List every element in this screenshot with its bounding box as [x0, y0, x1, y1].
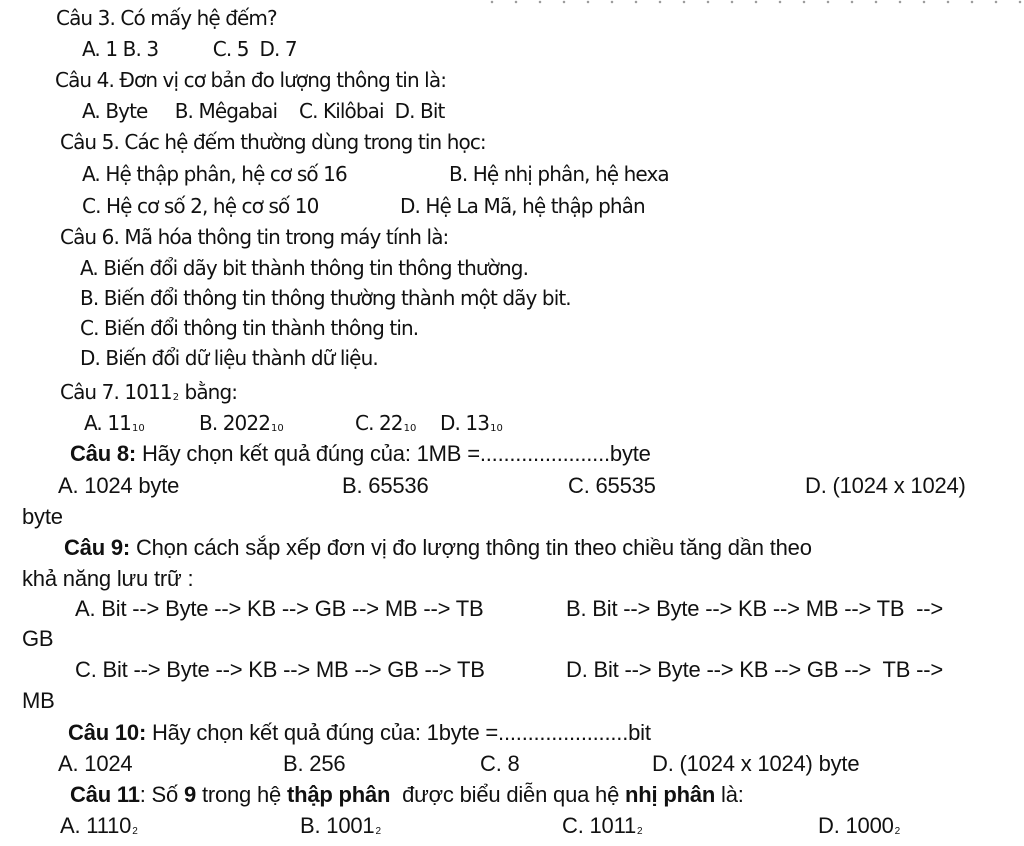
q7-option-d: D. $13_{10}$ — [440, 411, 503, 435]
q7-option-c: C. $22_{10}$ — [355, 411, 417, 435]
q10-option-c: C. 8 — [480, 751, 520, 776]
q4-question: Câu 4. Đơn vị cơ bản đo lượng thông tin là: — [55, 68, 447, 92]
q11-option-b: B. $1001_2$ — [300, 813, 382, 838]
q9-option-a: A. Bit --> Byte --> KB --> GB --> MB --> TB — [75, 596, 484, 621]
q9-option-b-wrap: GB — [22, 626, 54, 651]
q9-question-wrap: khả năng lưu trữ : — [22, 566, 194, 591]
q8-option-d: D. (1024 x 1024) — [805, 473, 966, 498]
q6-option-b: B. Biến đổi thông tin thông thường thành một dãy bit. — [80, 286, 571, 310]
q6-option-a: A. Biến đổi dãy bit thành thông tin thông thường. — [80, 256, 529, 280]
q7-option-a: A. $11_{10}$ — [84, 411, 145, 435]
q5-option-a: A. Hệ thập phân, hệ cơ số 16 — [82, 162, 347, 186]
q6-option-d: D. Biến đổi dữ liệu thành dữ liệu. — [80, 346, 378, 370]
q9-question: Câu 9: Chọn cách sắp xếp đơn vị đo lượng thông tin theo chiều tăng dần theo — [64, 535, 812, 560]
q7-option-b: B. $2022_{10}$ — [199, 411, 284, 435]
q7-question: Câu 7. $1011_2$ bằng: — [60, 380, 238, 404]
q8-option-d-wrap: byte — [22, 504, 63, 529]
q11-option-d: D. $1000_2$ — [818, 813, 901, 838]
q4-options: A. Byte B. Mêgabai C. Kilôbai D. Bit — [82, 99, 445, 123]
q3-question: Câu 3. Có mấy hệ đếm? — [56, 6, 277, 30]
q10-option-b: B. 256 — [283, 751, 346, 776]
q10-question: Câu 10: Hãy chọn kết quả đúng của: 1byte =......................bit — [68, 720, 651, 745]
q8-option-b: B. 65536 — [342, 473, 429, 498]
q9-option-d: D. Bit --> Byte --> KB --> GB --> TB --> — [566, 657, 944, 682]
q6-question: Câu 6. Mã hóa thông tin trong máy tính là: — [60, 225, 449, 249]
q9-option-c: C. Bit --> Byte --> KB --> MB --> GB --> TB — [75, 657, 485, 682]
q6-option-c: C. Biến đổi thông tin thành thông tin. — [80, 316, 419, 340]
q5-option-c: C. Hệ cơ số 2, hệ cơ số 10 — [82, 194, 319, 218]
q11-question: Câu 11: Số 9 trong hệ thập phân được biểu diễn qua hệ nhị phân là: — [70, 782, 744, 807]
q5-option-b: B. Hệ nhị phân, hệ hexa — [449, 162, 669, 186]
q11-option-a: A. $1110_2$ — [60, 813, 138, 838]
q3-options: A. 1 B. 3 C. 5 D. 7 — [82, 37, 297, 61]
dotted-border — [480, 0, 1024, 4]
q5-option-d: D. Hệ La Mã, hệ thập phân — [400, 194, 645, 218]
q10-option-a: A. 1024 — [58, 751, 133, 776]
q8-question: Câu 8: Hãy chọn kết quả đúng của: 1MB =......................byte — [70, 441, 651, 466]
q8-option-c: C. 65535 — [568, 473, 656, 498]
q11-option-c: C. $1011_2$ — [562, 813, 643, 838]
q9-option-b: B. Bit --> Byte --> KB --> MB --> TB --> — [566, 596, 944, 621]
q9-option-d-wrap: MB — [22, 688, 55, 713]
q8-option-a: A. 1024 byte — [58, 473, 180, 498]
q10-option-d: D. (1024 x 1024) byte — [652, 751, 860, 776]
q5-question: Câu 5. Các hệ đếm thường dùng trong tin học: — [60, 130, 486, 154]
